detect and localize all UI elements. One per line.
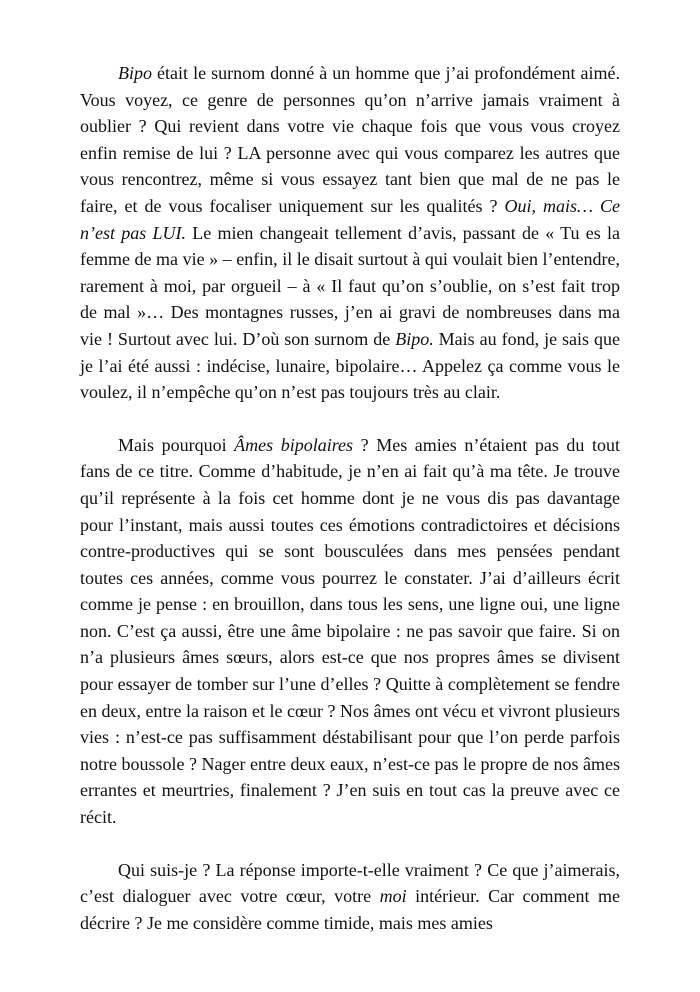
text-run: Qui suis-je ? La réponse importe-t-elle vraiment ? Ce que j’aimerais, c’est dialoguer avec votre cœur, votre: [80, 859, 620, 907]
text-run: Oui, mais… Ce n’est pas LUI.: [80, 195, 620, 243]
text-run: Bipo: [118, 63, 152, 83]
paragraph-1: [80, 60, 620, 406]
paragraph-2: [80, 432, 620, 831]
text-run: Mais pourquoi: [118, 434, 235, 455]
text-run: intérieur. Car comment me décrire ? Je me considère comme timide, mais mes amies: [80, 886, 621, 933]
text-run: Mais au fond, je sais que je l’ai été aussi : indécise, lunaire, bipolaire… Appelez ça comme vous le voulez, il n’empêche qu’on n’est pas toujours très au clair.: [80, 328, 620, 403]
paragraph-3: [80, 857, 620, 937]
text-run: était le surnom donné à un homme que j’ai profondément aimé. Vous voyez, ce genre de personnes qu’on n’arrive jamais vraiment à oublier ? Qui revient dans votre vie chaque fois que vous vous croyez enfin remise de lui ? LA personne avec qui vous comparez les autres que vous rencontrez, même si vous essayez tant bien que mal de ne pas le faire, et de vous focaliser uniquement sur les qualités ?: [80, 63, 620, 216]
text-run: Âmes bipolaires: [234, 434, 354, 455]
text-run: moi: [379, 886, 407, 907]
text-run: ? Mes amies n’étaient pas du tout fans de ce titre. Comme d’habitude, je n’en ai fait qu’à ma tête. Je trouve qu’il représente à la fois cet homme dont je ne vous dis pas davantage pour l’instant, mais aussi toutes ces émotions contradictoires et décisions contre-productives qui se sont bousculées dans mes pensées pendant toutes ces années, comme vous pourrez le constater. J’ai d’ailleurs écrit comme je pense : en brouillon, dans tous les sens, une ligne oui, une ligne non. C’est ça aussi, être une âme bipolaire : ne pas savoir que faire. Si on n’a plusieurs âmes sœurs, alors est-ce que nos propres âmes se divisent pour essayer de tomber sur l’une d’elles ? Quitte à complètement se fendre en deux, entre la raison et le cœur ? Nos âmes ont vécu et vivront plusieurs vies : n’est-ce pas suffisamment déstabilisant pour que l’on perde parfois notre boussole ? Nager entre deux eaux, n’est-ce pas le propre de nos âmes errantes et meurtries, finalement ? J’en suis en tout cas la preuve avec ce récit.: [80, 434, 621, 828]
text-run: Bipo.: [395, 328, 434, 349]
page-body: [80, 60, 620, 962]
text-run: Le mien changeait tellement d’avis, passant de « Tu es la femme de ma vie » – enfin, il le disait surtout à qui voulait bien l’entendre, rarement à moi, par orgueil – à « Il faut qu’on s’oublie, on s’est fait trop de mal »… Des montagnes russes, j’en ai gravi de nombreuses dans ma vie ! Surtout avec lui. D’où son surnom de: [80, 222, 620, 349]
